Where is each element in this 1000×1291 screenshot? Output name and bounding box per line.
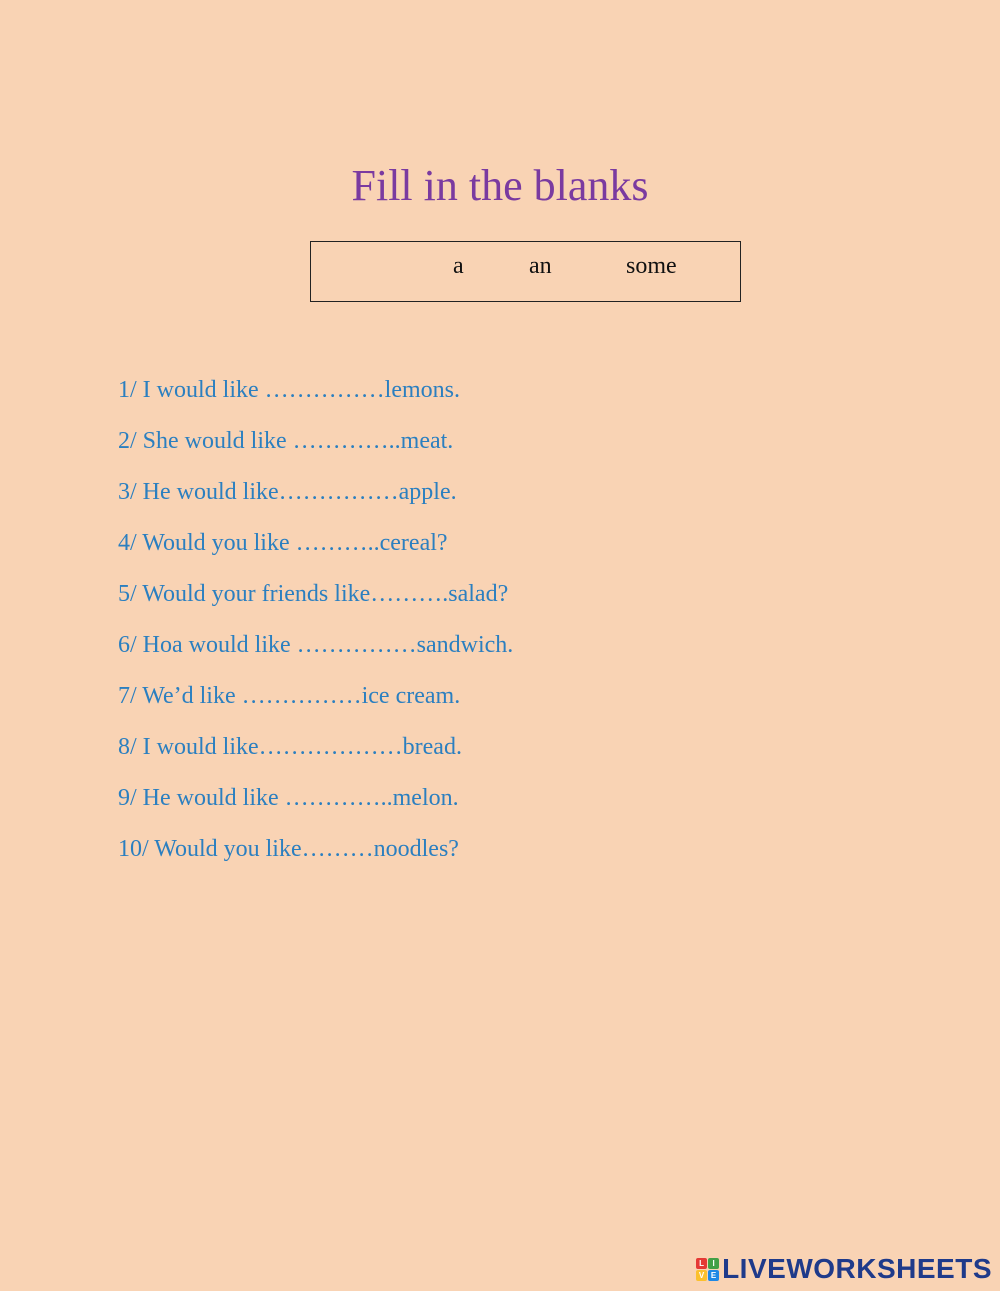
word-bank-item: an xyxy=(529,253,552,279)
page-title: Fill in the blanks xyxy=(351,161,649,210)
sentence-item: 6/ Hoa would like ……………sandwich. xyxy=(118,632,514,658)
sentence-item: 10/ Would you like………noodles? xyxy=(118,836,459,862)
sentence-item: 3/ He would like……………apple. xyxy=(118,479,457,505)
liveworksheets-logo xyxy=(696,1253,992,1285)
word-bank xyxy=(310,241,741,302)
brand-name: LIVEWORKSHEETS xyxy=(722,1253,992,1284)
logo-letter: I xyxy=(708,1258,719,1269)
word-bank-item: a xyxy=(453,253,464,279)
sentence-item: 8/ I would like………………bread. xyxy=(118,734,462,760)
logo-letter: L xyxy=(696,1258,707,1269)
sentence-item: 7/ We’d like ……………ice cream. xyxy=(118,683,461,709)
logo-letter: V xyxy=(696,1270,707,1281)
logo-icon xyxy=(696,1258,719,1281)
sentence-list xyxy=(118,375,513,885)
sentence-item: 9/ He would like …………..melon. xyxy=(118,785,459,811)
logo-letter: E xyxy=(708,1270,719,1281)
sentence-item: 5/ Would your friends like……….salad? xyxy=(118,581,509,607)
sentence-item: 1/ I would like ……………lemons. xyxy=(118,377,460,403)
sentence-item: 2/ She would like …………..meat. xyxy=(118,428,454,454)
word-bank-item: some xyxy=(626,253,677,279)
sentence-item: 4/ Would you like ………..cereal? xyxy=(118,530,448,556)
